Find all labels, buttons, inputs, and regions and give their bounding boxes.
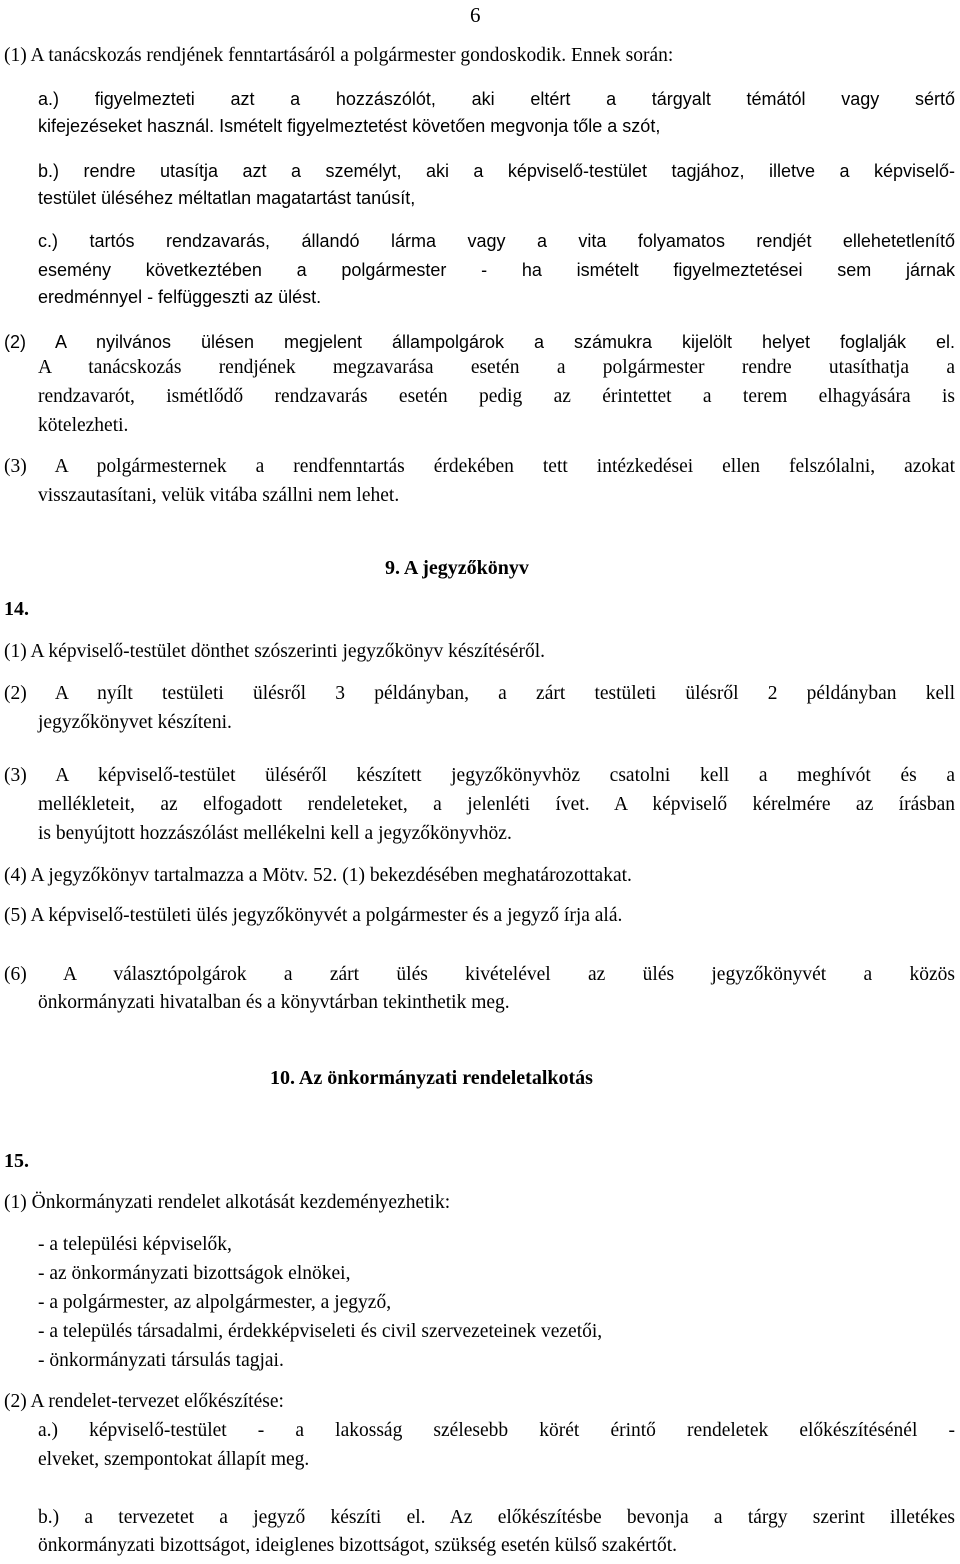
s14-paragraph-6-line-2: önkormányzati hivatalban és a könyvtárban tekinthetik meg. <box>38 992 510 1013</box>
paragraph-2-line-3: rendzavarót, ismétlődő rendzavarás esetén pedig az érintettet a terem elhagyására is <box>38 386 955 407</box>
initiator-list-item: - a település társadalmi, érdekképviseleti és civil szervezeteinek vezetői, <box>38 1321 603 1342</box>
s14-paragraph-6-line-1: (6) A választópolgárok a zárt ülés kivételével az ülés jegyzőkönyvét a közös <box>4 964 955 985</box>
s14-paragraph-3-line-1: (3) A képviselő-testület üléséről készített jegyzőkönyvhöz csatolni kell a meghívót és a <box>4 765 955 786</box>
section-heading-10: 10. Az önkormányzati rendeletalkotás <box>270 1067 593 1089</box>
initiator-list-item: - önkormányzati társulás tagjai. <box>38 1350 284 1371</box>
item-b-line-2: testület üléséhez méltatlan magatartást tanúsít, <box>38 188 416 208</box>
paragraph-2-line-4: kötelezheti. <box>38 415 129 436</box>
initiator-list-item: - az önkormányzati bizottságok elnökei, <box>38 1263 351 1284</box>
section-heading-9: 9. A jegyzőkönyv <box>385 557 529 579</box>
section-number-15: 15. <box>4 1150 29 1172</box>
section-number-14: 14. <box>4 598 29 620</box>
item-c-line-3: eredménnyel - felfüggeszti az ülést. <box>38 287 322 307</box>
s14-paragraph-4: (4) A jegyzőkönyv tartalmazza a Mötv. 52. (1) bekezdésében meghatározottakat. <box>4 865 632 886</box>
s14-paragraph-2-line-2: jegyzőkönyvet készíteni. <box>38 712 232 733</box>
initiator-list-item: - a polgármester, az alpolgármester, a jegyző, <box>38 1292 392 1313</box>
s15-paragraph-1: (1) Önkormányzati rendelet alkotását kezdeményezhetik: <box>4 1192 451 1213</box>
s15-item-b-line-2: önkormányzati bizottságot, ideiglenes bizottságot, szükség esetén külső szakértőt. <box>38 1535 678 1556</box>
s14-paragraph-2-line-1: (2) A nyílt testületi ülésről 3 példányban, a zárt testületi ülésről 2 példányban kell <box>4 683 955 704</box>
paragraph-2-line-2: A tanácskozás rendjének megzavarása esetén a polgármester rendre utasíthatja a <box>38 357 955 378</box>
paragraph-3-line-2: visszautasítani, velük vitába szállni nem lehet. <box>38 485 400 506</box>
paragraph-1-intro: (1) A tanácskozás rendjének fenntartásáról a polgármester gondoskodik. Ennek során: <box>4 45 674 66</box>
s15-item-b-line-1: b.) a tervezetet a jegyző készíti el. Az előkészítésbe bevonja a tárgy szerint illetékes <box>38 1507 955 1528</box>
item-c-line-2: esemény következtében a polgármester - ha ismételt figyelmeztetései sem járnak <box>38 260 955 280</box>
item-a-line-2: kifejezéseket használ. Ismételt figyelmeztetést követően megvonja tőle a szót, <box>38 116 661 136</box>
initiator-list-item: - a települési képviselők, <box>38 1234 232 1255</box>
s14-paragraph-5: (5) A képviselő-testületi ülés jegyzőkönyvét a polgármester és a jegyző írja alá. <box>4 905 623 926</box>
s14-paragraph-3-line-3: is benyújtott hozzászólást mellékelni kell a jegyzőkönyvhöz. <box>38 823 512 844</box>
s14-paragraph-1: (1) A képviselő-testület dönthet szószerinti jegyzőkönyv készítéséről. <box>4 641 545 662</box>
page-number: 6 <box>470 3 481 27</box>
item-a-line-1: a.) figyelmezteti azt a hozzászólót, aki eltért a tárgyalt témától vagy sértő <box>38 89 955 109</box>
s14-paragraph-3-line-2: mellékleteit, az elfogadott rendeleteket, a jelenléti ívet. A képviselő kérelmére az írásban <box>38 794 955 815</box>
item-c-line-1: c.) tartós rendzavarás, állandó lárma vagy a vita folyamatos rendjét ellehetetlenítő <box>38 231 955 251</box>
s15-item-a-line-2: elveket, szempontokat állapít meg. <box>38 1449 310 1470</box>
paragraph-3-line-1: (3) A polgármesternek a rendfenntartás érdekében tett intézkedései ellen felszólalni, azokat <box>4 456 955 477</box>
paragraph-2-line-1: (2) A nyilvános ülésen megjelent állampolgárok a számukra kijelölt helyet foglalják el. <box>4 332 955 352</box>
s15-item-a-line-1: a.) képviselő-testület - a lakosság szélesebb körét érintő rendeletek előkészítésénél - <box>38 1420 955 1441</box>
item-b-line-1: b.) rendre utasítja azt a személyt, aki a képviselő-testület tagjához, illetve a képviselő- <box>38 161 955 181</box>
s15-paragraph-2: (2) A rendelet-tervezet előkészítése: <box>4 1391 284 1412</box>
